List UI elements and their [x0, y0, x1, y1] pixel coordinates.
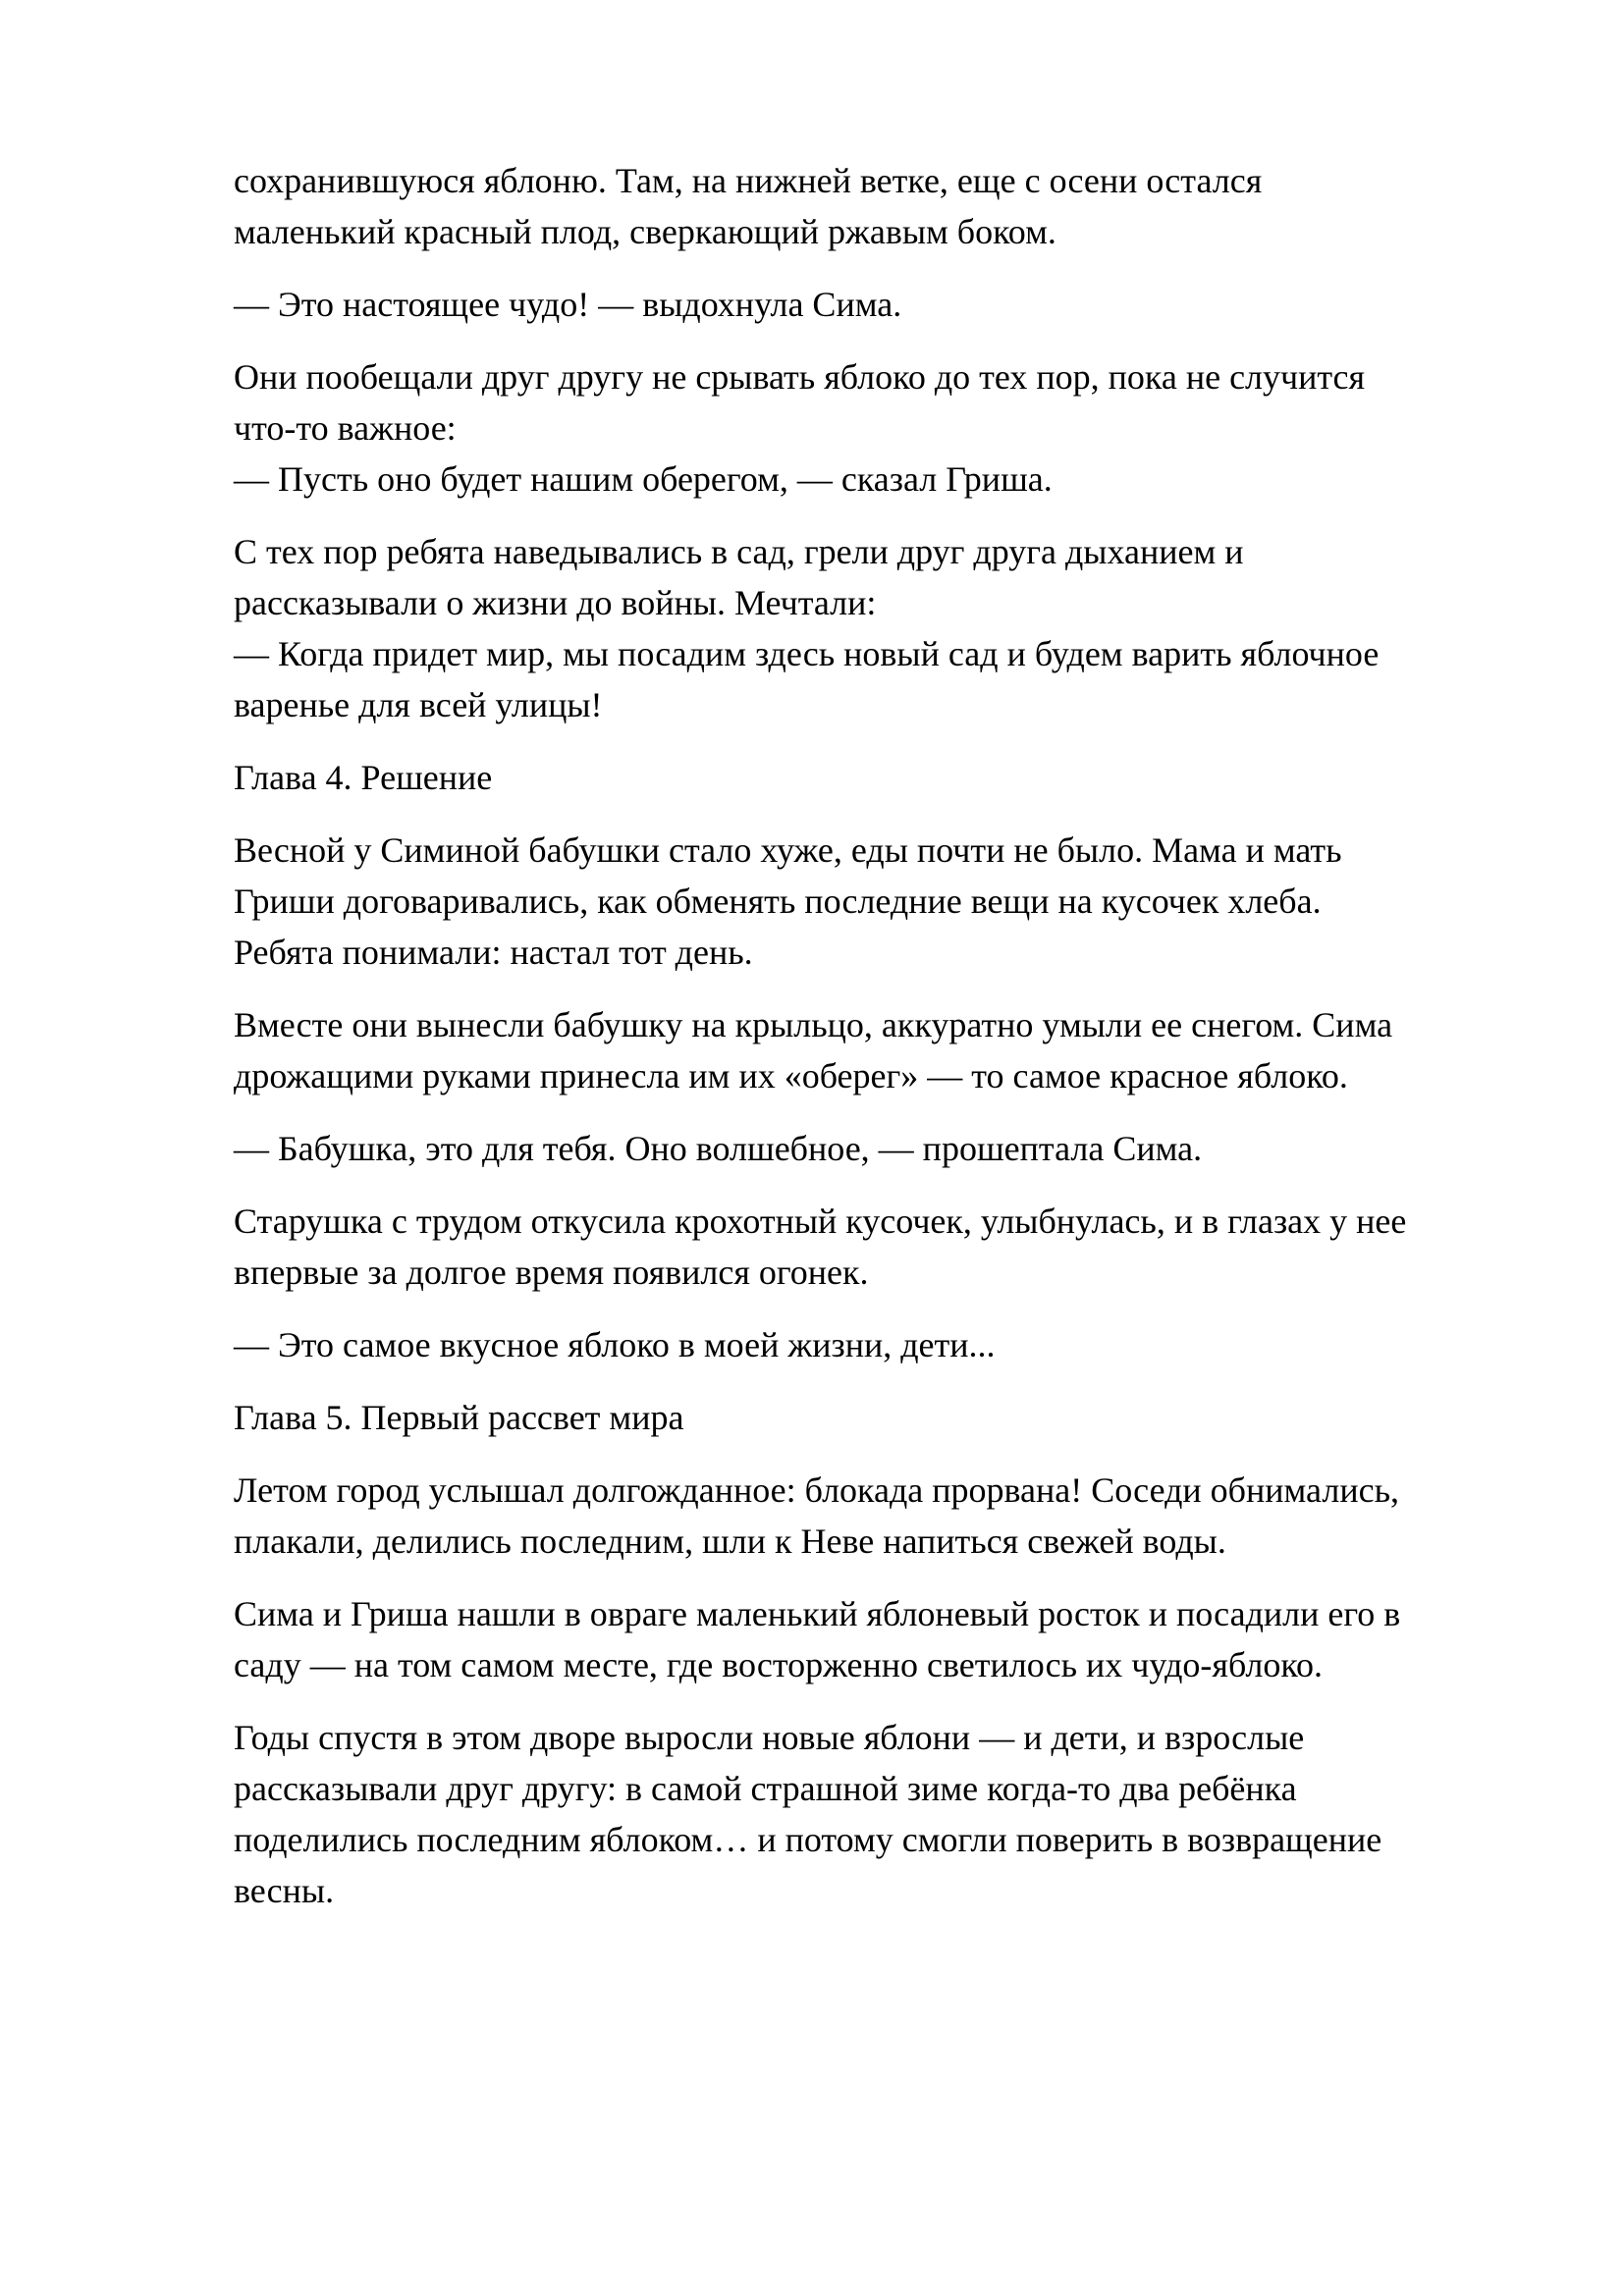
chapter-title: Глава 5. Первый рассвет мира — [234, 1398, 684, 1437]
text-line: рассказывали о жизни до войны. Мечтали: — [234, 583, 877, 622]
text-line: весны. — [234, 1871, 335, 1910]
chapter-title: Глава 4. Решение — [234, 758, 493, 797]
text-line: поделились последним яблоком… и потому смогли поверить в возвращение — [234, 1820, 1382, 1859]
text-line: Старушка с трудом откусила крохотный кусочек, улыбнулась, и в глазах у нее — [234, 1201, 1407, 1241]
chapter-4-heading — [234, 752, 1520, 803]
paragraph-apple-tree — [234, 155, 1520, 257]
paragraph-porch — [234, 999, 1520, 1101]
paragraph-grandma-gift — [234, 1123, 1520, 1174]
text-line: Вместе они вынесли бабушку на крыльцо, аккуратно умыли ее снегом. Сима — [234, 1005, 1393, 1044]
text-line: — Это самое вкусное яблоко в моей жизни, дети... — [234, 1325, 996, 1364]
text-line: — Бабушка, это для тебя. Оно волшебное, — прошептала Сима. — [234, 1129, 1203, 1168]
paragraph-years-later — [234, 1712, 1520, 1916]
text-line: Весной у Симиной бабушки стало хуже, еды почти не было. Мама и мать — [234, 830, 1342, 870]
text-line: — Пусть оно будет нашим оберегом, — сказал Гриша. — [234, 459, 1053, 499]
paragraph-spring — [234, 825, 1520, 978]
text-line: дрожащими руками принесла им их «оберег» — то самое красное яблоко. — [234, 1056, 1348, 1095]
text-line: — Это настоящее чудо! — выдохнула Сима. — [234, 285, 902, 324]
chapter-5-heading — [234, 1392, 1520, 1443]
paragraph-promise — [234, 351, 1520, 505]
paragraph-miracle — [234, 279, 1520, 330]
text-line: Они пообещали друг другу не срывать яблоко до тех пор, пока не случится — [234, 357, 1366, 397]
text-line: С тех пор ребята наведывались в сад, грели друг друга дыханием и — [234, 532, 1244, 571]
paragraph-sprout — [234, 1588, 1520, 1690]
text-line: — Когда придет мир, мы посадим здесь новый сад и будем варить яблочное — [234, 634, 1380, 673]
document-page — [234, 155, 1520, 1938]
text-line: Ребята понимали: настал тот день. — [234, 933, 753, 972]
text-line: Сима и Гриша нашли в овраге маленький яблоневый росток и посадили его в — [234, 1594, 1401, 1633]
text-line: впервые за долгое время появился огонек. — [234, 1253, 869, 1292]
text-line: саду — на том самом месте, где восторженно светилось их чудо-яблоко. — [234, 1645, 1324, 1684]
text-line: что-то важное: — [234, 408, 457, 448]
text-line: маленький красный плод, сверкающий ржавым боком. — [234, 212, 1056, 251]
paragraph-tastiest-apple — [234, 1319, 1520, 1370]
text-line: Летом город услышал долгожданное: блокада прорвана! Соседи обнимались, — [234, 1470, 1399, 1510]
paragraph-dreams — [234, 526, 1520, 730]
paragraph-old-woman — [234, 1196, 1520, 1298]
text-line: сохранившуюся яблоню. Там, на нижней ветке, еще с осени остался — [234, 161, 1263, 200]
text-line: Годы спустя в этом дворе выросли новые яблони — и дети, и взрослые — [234, 1718, 1305, 1757]
text-line: плакали, делились последним, шли к Неве напиться свежей воды. — [234, 1522, 1226, 1561]
text-line: варенье для всей улицы! — [234, 685, 603, 724]
text-line: Гриши договаривались, как обменять последние вещи на кусочек хлеба. — [234, 881, 1322, 921]
text-line: рассказывали друг другу: в самой страшной зиме когда-то два ребёнка — [234, 1769, 1297, 1808]
paragraph-siege-lifted — [234, 1465, 1520, 1567]
